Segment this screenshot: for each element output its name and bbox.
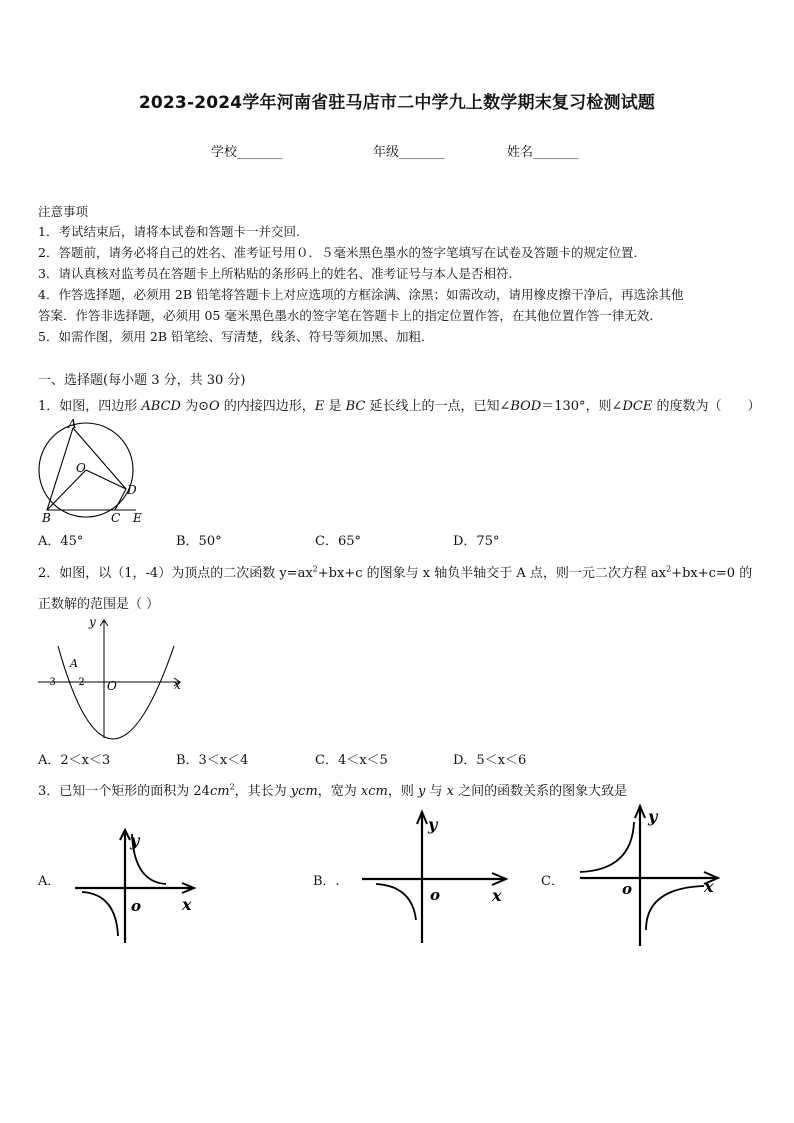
school-field[interactable]: 学校_______ [211,145,283,160]
notice-heading: 注意事项 [38,204,89,219]
graph-a-y-label: y [130,831,140,850]
section-heading: 一、选择题(每小题 3 分，共 30 分) [38,373,246,388]
point-label-e: E [133,511,142,525]
question-3-stem: 3．已知一个矩形的面积为 $24cm^2$，其长为 ycm，宽为 xcm，则 y 与 x 之间的函数关系的图象大致是 [38,782,628,799]
name-field[interactable]: 姓名_______ [507,145,579,160]
point-label-c: C [111,511,121,525]
point-label-a: A [70,657,78,670]
q1-option-a[interactable]: A．45° [38,534,84,549]
graph-b-x-label: x [492,886,502,905]
q1-option-c[interactable]: C．65° [315,534,361,549]
q3-option-a[interactable]: A． [38,874,61,889]
circle-quadrilateral-figure [30,416,150,526]
y-axis-label: y [89,615,96,629]
tick-label-neg3: -3 [46,677,56,688]
q3-option-c[interactable]: C． [541,874,564,889]
question-1-stem: 1．如图，四边形 ABCD 为⊙O 的内接四边形，E 是 BC 延长线上的一点，已知∠BOD＝130°，则∠DCE 的度数为（ ） [38,399,761,414]
q2-option-b[interactable]: B．3＜x＜4 [176,753,249,768]
graph-a-x-label: x [182,895,192,914]
origin-label: O [107,679,117,693]
notice-line: 3．请认真核对监考员在答题卡上所粘贴的条形码上的姓名、准考证号与本人是否相符. [38,266,513,281]
question-2-stem-line2: 正数解的范围是（ ） [38,597,160,612]
q1-option-d[interactable]: D．75° [453,534,500,549]
grade-field[interactable]: 年级_______ [373,145,445,160]
graph-option-b [356,806,516,946]
q1-option-b[interactable]: B．50° [176,534,222,549]
graph-c-x-label: x [704,877,714,896]
question-2-stem: 2．如图，以（1，-4）为顶点的二次函数 $y=ax^2+bx+c$ 的图象与 x 轴负半轴交于 A 点，则一元二次方程 $ax^2+bx+c=0$ 的 [38,564,753,581]
notice-line: 答案．作答非选择题，必须用 05 毫米黑色墨水的签字笔在答题卡上的指定位置作答，在其他位置作答一律无效． [38,308,662,323]
graph-option-a [70,826,200,946]
graph-c-y-label: y [648,807,658,826]
notice-line: 2．答题前，请务必将自己的姓名、准考证号用０．５毫米黑色墨水的签字笔填写在试卷及答题卡的规定位置. [38,245,638,260]
x-axis-label: x [174,678,181,692]
graph-a-origin-label: o [131,897,142,915]
tick-label-neg2: -2 [75,677,85,688]
q3-option-b[interactable]: B．. [313,874,340,889]
q2-option-d[interactable]: D．5＜x＜6 [453,753,527,768]
graph-b-y-label: y [428,815,438,834]
graph-c-origin-label: o [622,880,633,898]
q2-option-a[interactable]: A．2＜x＜3 [38,753,111,768]
notice-line: 1．考试结束后，请将本试卷和答题卡一并交回. [38,224,300,239]
q2-option-c[interactable]: C．4＜x＜5 [315,753,388,768]
graph-option-c [574,800,729,950]
notice-line: 5．如需作图，须用 2B 铅笔绘、写清楚，线条、符号等须加黑、加粗． [38,329,434,344]
point-label-a: A [68,417,77,431]
graph-b-origin-label: o [430,886,441,904]
point-label-d: D [127,483,137,497]
notice-line: 4．作答选择题，必须用 2B 铅笔将答题卡上对应选项的方框涂满、涂黑；如需改动，请用橡皮擦干净后，再选涂其他 [38,287,684,302]
parabola-figure [38,612,188,740]
page-title: 2023-2024学年河南省驻马店市二中学九上数学期末复习检测试题 [138,93,656,113]
point-label-o: O [76,461,86,475]
point-label-b: B [42,511,51,525]
